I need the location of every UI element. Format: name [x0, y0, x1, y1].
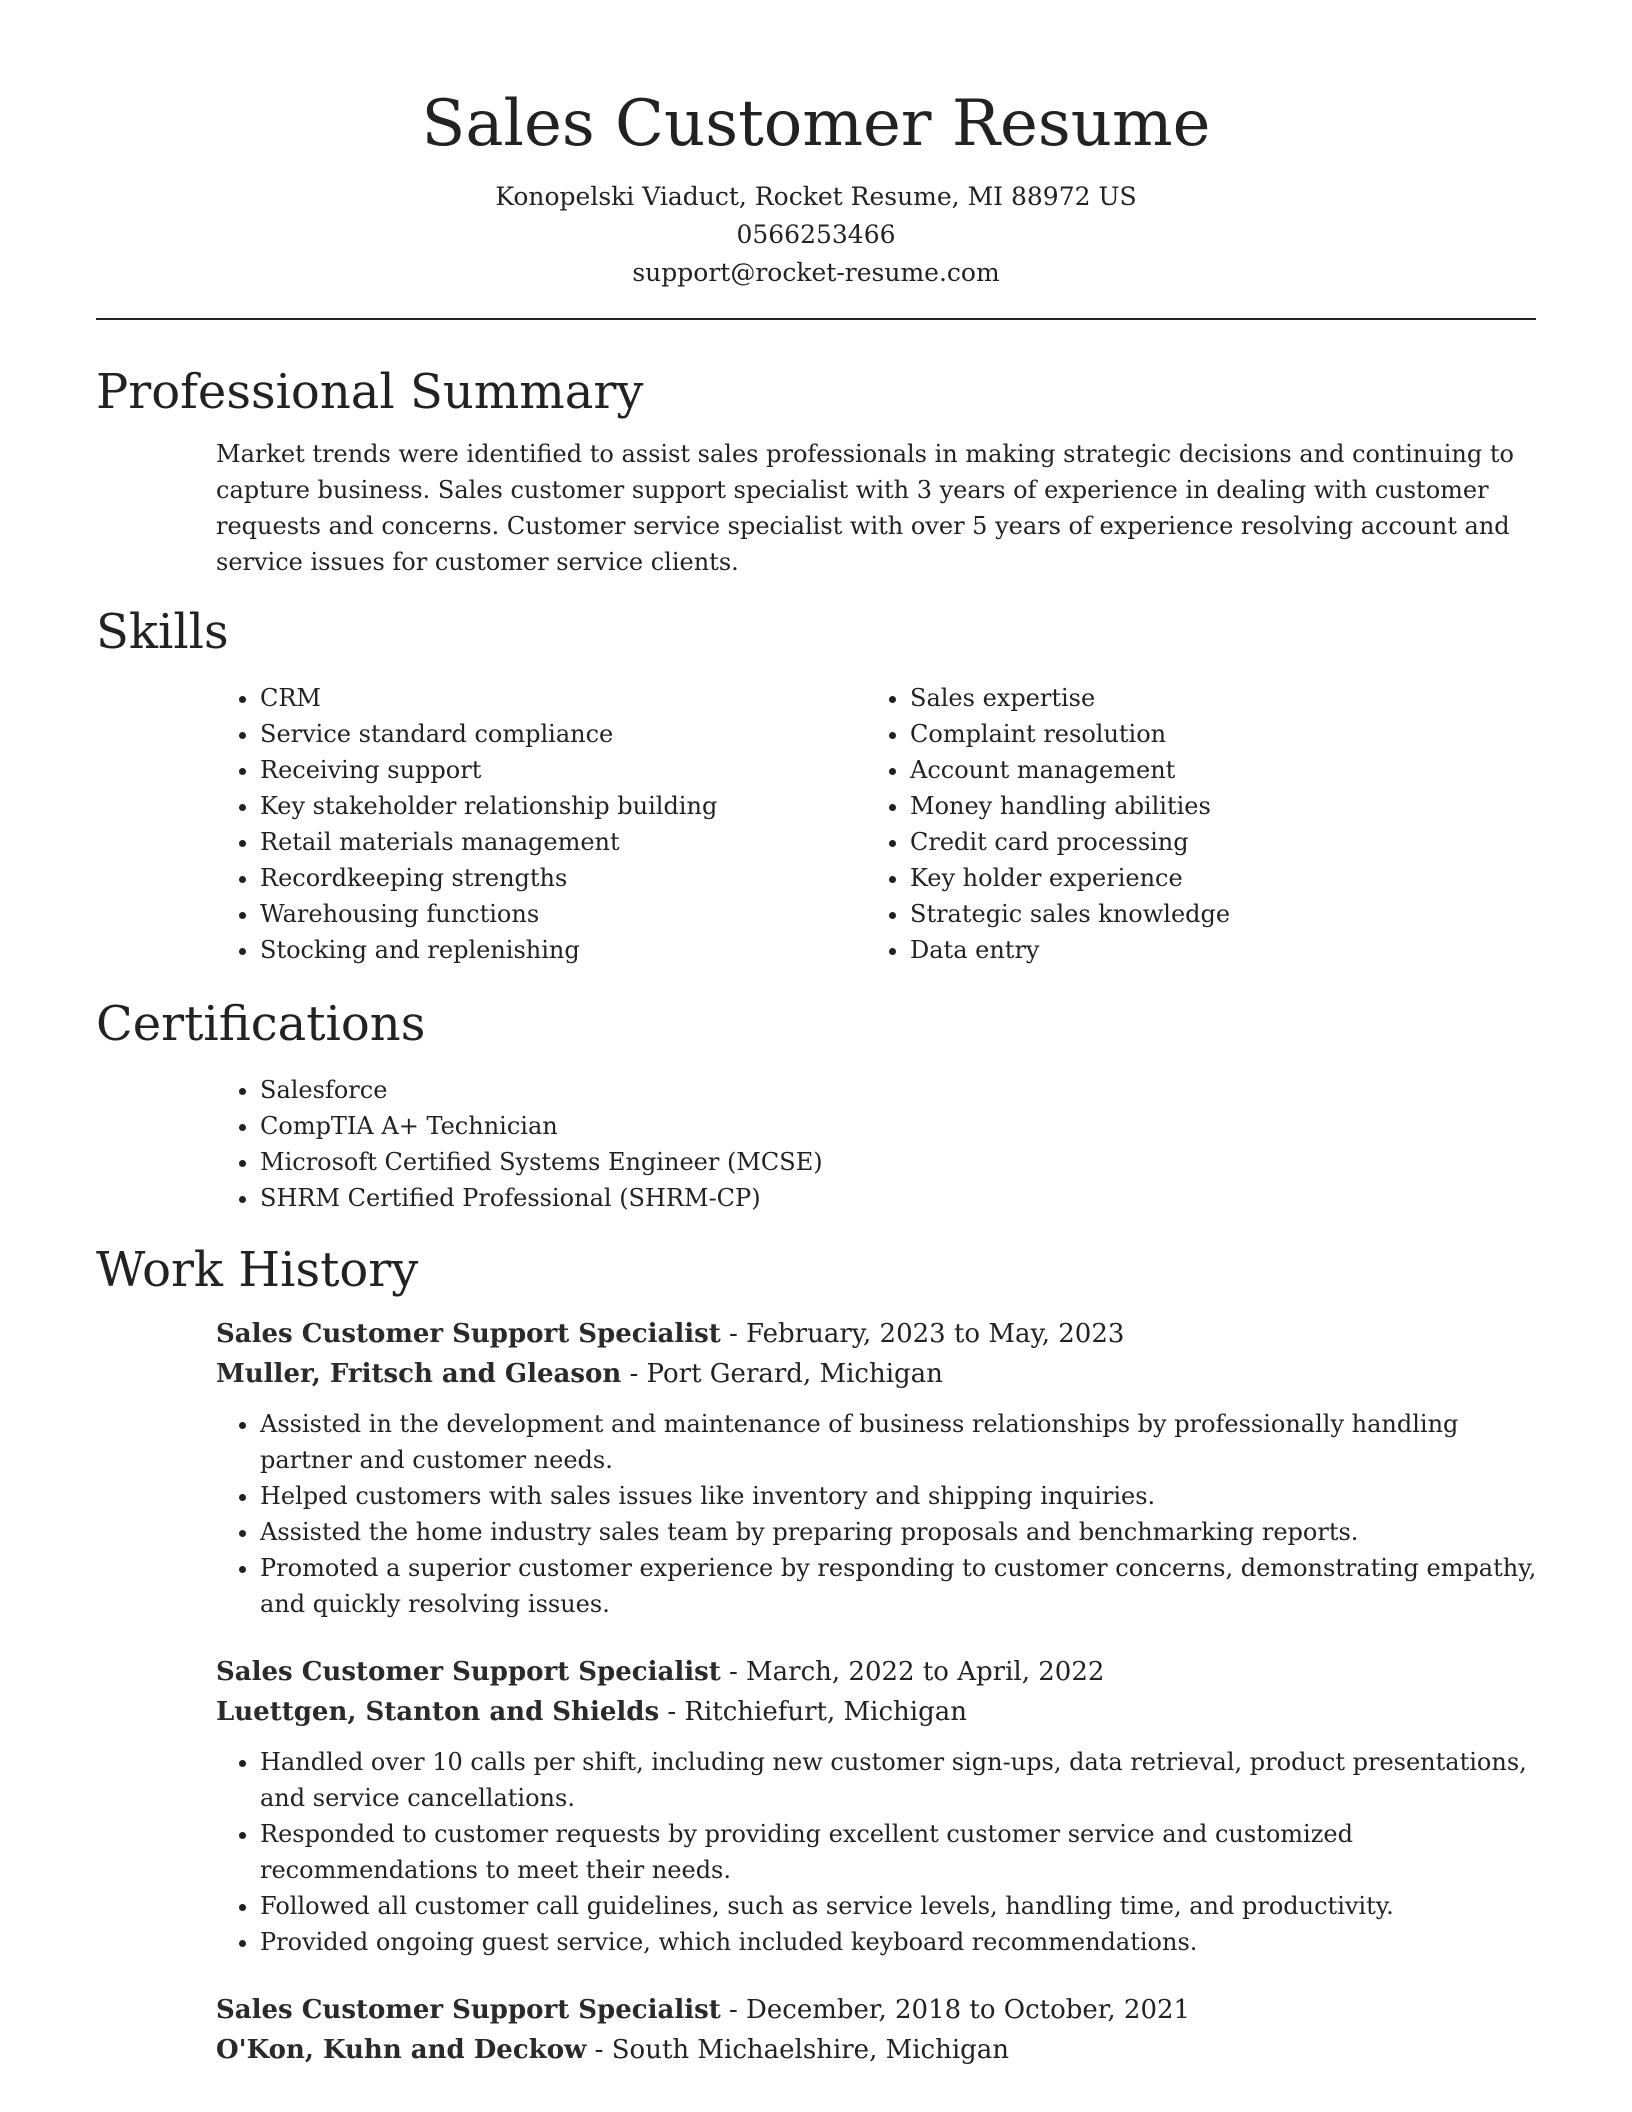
skill-item: • Key stakeholder relationship building [260, 788, 866, 824]
job-bullets [216, 1744, 1540, 1960]
certification-item: • Salesforce [260, 1072, 1536, 1108]
resume-page [96, 0, 1536, 2070]
job-dates: - March, 2022 to April, 2022 [720, 1657, 1105, 1687]
certifications-body [216, 1072, 1536, 1216]
job-location: - Port Gerard, Michigan [621, 1359, 943, 1389]
certification-item: • SHRM Certified Professional (SHRM-CP) [260, 1180, 1536, 1216]
job-bullet: • Provided ongoing guest service, which included keyboard recommendations. [260, 1924, 1540, 1960]
job-bullet: • Helped customers with sales issues like inventory and shipping inquiries. [260, 1478, 1540, 1514]
certifications-section [96, 994, 1536, 1216]
skill-item: • Stocking and replenishing [260, 932, 866, 968]
job-dates: - December, 2018 to October, 2021 [720, 1995, 1191, 2025]
job-company-line [216, 1692, 1536, 1732]
job-dates: - February, 2023 to May, 2023 [720, 1319, 1125, 1349]
skill-item: • Warehousing functions [260, 896, 866, 932]
job-role: Sales Customer Support Specialist [216, 1319, 721, 1349]
work-history-heading: Work History [96, 1242, 419, 1298]
summary-section [96, 362, 1536, 580]
certifications-heading: Certifications [96, 996, 426, 1052]
header-divider [96, 318, 1536, 320]
skill-item: • Data entry [910, 932, 1516, 968]
candidate-name: Sales Customer Resume [421, 87, 1211, 161]
skill-item: • Retail materials management [260, 824, 866, 860]
certifications-list [216, 1072, 1536, 1216]
summary-text: Market trends were identified to assist sales professionals in making strategic decisions and continuing to capture business. Sales customer support specialist with 3 years of experience in dealing with customer requests and concerns. Customer service specialist with over 5 years of experience resolving account and service issues for customer service clients. [216, 440, 1514, 576]
job-location: - Ritchiefurt, Michigan [659, 1697, 967, 1727]
job-entry [216, 1652, 1536, 1960]
summary-body [216, 436, 1536, 580]
skill-item: • Service standard compliance [260, 716, 866, 752]
job-entry [216, 1314, 1536, 1622]
skill-item: • Key holder experience [910, 860, 1516, 896]
job-title-line [216, 1652, 1536, 1692]
job-entry [216, 1990, 1536, 2070]
job-title-line [216, 1990, 1536, 2030]
certification-item: • Microsoft Certified Systems Engineer (MCSE) [260, 1144, 1536, 1180]
skill-item: • Strategic sales knowledge [910, 896, 1516, 932]
skills-grid [216, 680, 1536, 968]
job-company-line [216, 2030, 1536, 2070]
email-text: support@rocket-resume.com [632, 258, 1000, 287]
phone-text: 0566253466 [736, 220, 896, 249]
skill-item: • Account management [910, 752, 1516, 788]
job-role: Sales Customer Support Specialist [216, 1657, 721, 1687]
resume-header [96, 0, 1536, 292]
job-title-line [216, 1314, 1536, 1354]
skill-item: • Receiving support [260, 752, 866, 788]
job-company: O'Kon, Kuhn and Deckow [216, 2035, 587, 2065]
skills-list-left [216, 680, 866, 968]
skill-item: • CRM [260, 680, 866, 716]
job-company: Luettgen, Stanton and Shields [216, 1697, 660, 1727]
work-history-body [216, 1314, 1536, 2070]
address-text: Konopelski Viaduct, Rocket Resume, MI 88972 US [495, 182, 1137, 211]
summary-heading: Professional Summary [96, 364, 644, 420]
skill-item: • Recordkeeping strengths [260, 860, 866, 896]
job-bullet: • Assisted the home industry sales team by preparing proposals and benchmarking reports. [260, 1514, 1540, 1550]
certification-item: • CompTIA A+ Technician [260, 1108, 1536, 1144]
skills-section [96, 602, 1536, 968]
skills-column-right [866, 680, 1516, 968]
skill-item: • Credit card processing [910, 824, 1516, 860]
skills-body [216, 680, 1536, 968]
job-bullet: • Responded to customer requests by providing excellent customer service and customized recommendations to meet their needs. [260, 1816, 1540, 1888]
job-bullet: • Assisted in the development and maintenance of business relationships by professionally handling partner and customer needs. [260, 1406, 1540, 1478]
job-location: - South Michaelshire, Michigan [586, 2035, 1010, 2065]
job-role: Sales Customer Support Specialist [216, 1995, 721, 2025]
job-bullet: • Handled over 10 calls per shift, including new customer sign-ups, data retrieval, product presentations, and service cancellations. [260, 1744, 1540, 1816]
skills-list-right [866, 680, 1516, 968]
job-company-line [216, 1354, 1536, 1394]
skills-heading: Skills [96, 604, 229, 660]
skill-item: • Sales expertise [910, 680, 1516, 716]
work-history-section [96, 1240, 1536, 2070]
contact-block [96, 178, 1536, 292]
skill-item: • Complaint resolution [910, 716, 1516, 752]
job-company: Muller, Fritsch and Gleason [216, 1359, 622, 1389]
job-bullets [216, 1406, 1540, 1622]
skills-column-left [216, 680, 866, 968]
skill-item: • Money handling abilities [910, 788, 1516, 824]
job-bullet: • Followed all customer call guidelines, such as service levels, handling time, and productivity. [260, 1888, 1540, 1924]
job-bullet: • Promoted a superior customer experience by responding to customer concerns, demonstrating empathy, and quickly resolving issues. [260, 1550, 1540, 1622]
